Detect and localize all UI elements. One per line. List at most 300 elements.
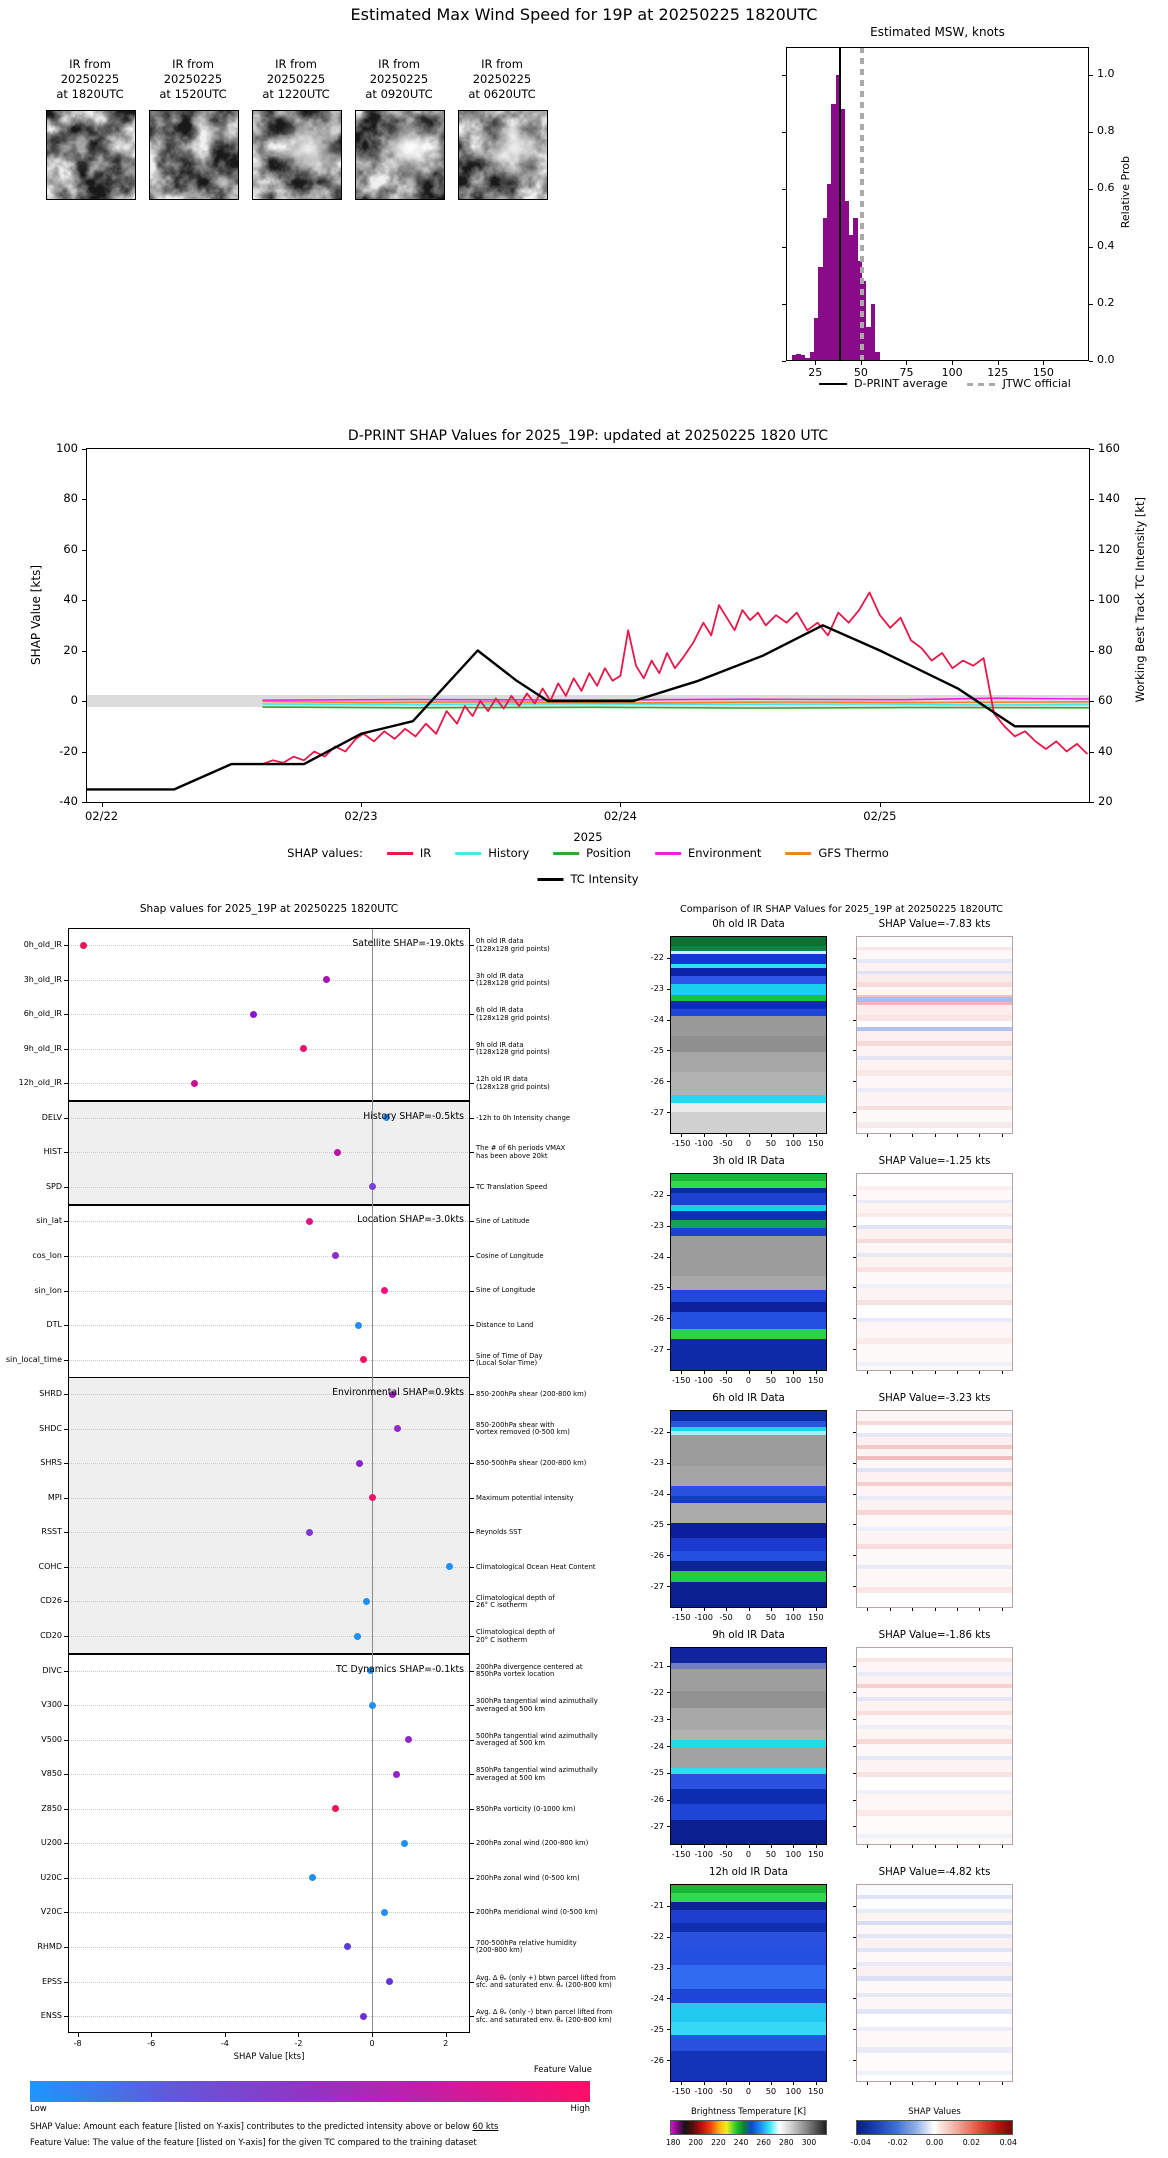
panel-y-tick-label: -26 — [650, 2054, 664, 2065]
line-swatch — [655, 852, 681, 855]
feature-label: EPSS — [41, 1976, 62, 1986]
feature-description: 200hPa zonal wind (200-800 km) — [476, 1839, 589, 1848]
panel-y-tick-label: -22 — [650, 1931, 664, 1942]
feature-description: 200hPa zonal wind (0-500 km) — [476, 1873, 580, 1882]
ts-y-tick-left — [82, 802, 86, 803]
panel-x-tick-label: -100 — [694, 1375, 713, 1385]
feature-description: Sine of Time of Day — [476, 1351, 543, 1360]
panel-y-tick — [667, 1524, 670, 1525]
heatmap-stripe — [671, 1561, 826, 1571]
heatmap-stripe — [857, 1411, 1012, 1421]
shap-value-heatmap — [856, 1647, 1013, 1845]
heatmap-stripe — [671, 1571, 826, 1582]
panel-x-tick — [681, 1608, 682, 1611]
ir-thumbnail-caption: 20250225 — [163, 72, 223, 86]
shap-colorbar-tick-label: -0.04 — [850, 2138, 871, 2147]
ts-y-tick-label-left: 80 — [63, 491, 78, 505]
ts-x-tick-label: 02/23 — [344, 809, 378, 823]
panel-x-tick2 — [912, 1845, 913, 1848]
ts-x-tick — [620, 803, 621, 807]
feature-description: Reynolds SST — [476, 1528, 522, 1537]
feature-label: SHRS — [40, 1458, 62, 1468]
panel-y-tick2 — [853, 1524, 856, 1525]
heatmap-stripe — [857, 1449, 1012, 1457]
histogram-x-tick-label: 50 — [853, 366, 868, 379]
panel-y-tick2 — [853, 1287, 856, 1288]
dotplot-title: Shap values for 2025_19P at 20250225 1820UTC — [139, 903, 399, 915]
heatmap-stripe — [857, 1997, 1012, 2009]
panel-y-tick-label: -24 — [650, 1992, 664, 2003]
panel-x-tick2 — [867, 1845, 868, 1848]
panel-y-tick-label: -25 — [650, 1518, 664, 1529]
ts-y-tick-right — [1090, 651, 1094, 652]
feature-label: V850 — [41, 1769, 62, 1779]
dotted-line-swatch — [968, 383, 996, 387]
panel-y-tick — [667, 1826, 670, 1827]
panel-x-tick2 — [979, 1134, 980, 1137]
heatmap-stripe — [671, 1095, 826, 1103]
legend-item — [387, 847, 431, 860]
heatmap-stripe — [671, 1885, 826, 1893]
ts-y-tick-right — [1090, 449, 1094, 450]
histogram-y-tick2 — [782, 361, 786, 362]
heatmap-stripe — [857, 1110, 1012, 1122]
heatmap-stripe — [857, 1305, 1012, 1319]
feature-tick-right — [470, 1705, 474, 1706]
heatmap-stripe — [857, 1688, 1012, 1698]
heatmap-stripe — [857, 1288, 1012, 1300]
panel-y-tick2 — [853, 1050, 856, 1051]
panel-x-tick — [816, 1608, 817, 1611]
legend-item — [455, 847, 529, 860]
heatmap-stripe — [857, 1648, 1012, 1658]
heatmap-stripe — [857, 963, 1012, 971]
legend-label: Environment — [687, 846, 762, 860]
panel-x-tick2 — [957, 1371, 958, 1374]
panel-x-tick — [704, 2082, 705, 2085]
heatmap-stripe — [671, 1523, 826, 1538]
heatmap-stripe — [857, 1593, 1012, 1608]
ir-panel-title: 9h old IR Data — [712, 1630, 785, 1641]
heatmap-stripe — [857, 1437, 1012, 1445]
section-shap-label: Location SHAP=-3.0kts — [357, 1214, 464, 1226]
histogram-y-axis-label: Relative Prob — [1119, 156, 1132, 229]
ir-thumbnail-caption: at 1820UTC — [56, 87, 124, 101]
heatmap-stripe — [857, 1952, 1012, 1962]
feature-tick-right — [470, 980, 474, 981]
ts-y-tick-label-right: 60 — [1098, 693, 1113, 707]
panel-y-tick — [667, 1287, 670, 1288]
panel-x-tick-label: 50 — [765, 1138, 777, 1148]
ts-y-tick-label-left: 40 — [63, 592, 78, 606]
feature-label: SHDC — [39, 1423, 62, 1433]
panel-y-tick — [667, 1257, 670, 1258]
feature-description: 12h old IR data — [476, 1075, 528, 1084]
panel-x-tick-label: 150 — [807, 2086, 824, 2096]
heatmap-stripe — [671, 1503, 826, 1523]
shap-value-heatmap — [856, 1173, 1013, 1371]
heatmap-stripe — [857, 1229, 1012, 1239]
heatmap-stripe — [857, 1190, 1012, 1200]
panel-x-tick — [726, 1371, 727, 1374]
heatmap-stripe — [671, 1228, 826, 1236]
ir-thumbnail-caption: IR from — [378, 57, 420, 71]
heatmap-stripe — [671, 1965, 826, 1989]
panel-y-tick — [667, 1586, 670, 1587]
panel-x-tick2 — [1002, 2082, 1003, 2085]
feature-description: averaged at 500 km — [476, 1773, 545, 1782]
legend-item — [785, 847, 888, 860]
feature-description: TC Translation Speed — [476, 1182, 548, 1191]
legend-item — [819, 378, 947, 391]
feature-label: CD20 — [40, 1631, 62, 1640]
panel-x-tick2 — [912, 1134, 913, 1137]
panel-x-tick — [681, 1845, 682, 1848]
heatmap-stripe — [671, 1910, 826, 1923]
ts-y-tick-left — [82, 600, 86, 601]
panel-y-tick — [667, 1081, 670, 1082]
panel-y-tick2 — [853, 1826, 856, 1827]
panel-y-tick-label: -26 — [650, 1549, 664, 1560]
panel-y-tick2 — [853, 958, 856, 959]
heatmap-stripe — [671, 1774, 826, 1789]
ts-y-tick-label-left: -40 — [59, 794, 78, 808]
panel-y-tick-label: -27 — [650, 1580, 664, 1591]
panel-y-tick — [667, 1998, 670, 1999]
panel-y-tick-label: -24 — [650, 1251, 664, 1262]
feature-description: (128x128 grid points) — [476, 1013, 550, 1022]
panel-y-tick-label: -23 — [650, 1713, 664, 1724]
feature-tick-right — [470, 1878, 474, 1879]
feature-description: Cosine of Longitude — [476, 1251, 544, 1260]
panel-x-tick-label: -50 — [719, 1375, 733, 1385]
panel-x-tick-label: -150 — [671, 1375, 691, 1385]
panel-y-tick2 — [853, 2029, 856, 2030]
heatmap-stripe — [857, 2075, 1012, 2082]
line-swatch — [785, 852, 811, 855]
heatmap-stripe — [671, 2022, 826, 2036]
feature-label: MPI — [47, 1492, 62, 1502]
heatmap-stripe — [671, 1072, 826, 1096]
ts-y-tick-right — [1090, 701, 1094, 702]
shap-value-heatmap — [856, 1410, 1013, 1608]
dotplot-x-tick-label: -4 — [220, 2039, 229, 2048]
feature-description: 500hPa tangential wind azimuthally — [476, 1731, 598, 1740]
heatmap-stripe — [671, 2035, 826, 2051]
feature-description: 850-200hPa shear with — [476, 1420, 555, 1429]
feature-description: 300hPa tangential wind azimuthally — [476, 1697, 598, 1706]
panel-x-tick — [771, 2082, 772, 2085]
feature-description: 3h old IR data — [476, 971, 524, 980]
panel-y-tick-label: -24 — [650, 1014, 664, 1025]
panel-x-tick2 — [890, 1371, 891, 1374]
feature-label: U20C — [40, 1872, 62, 1882]
heatmap-stripe — [857, 1925, 1012, 1935]
heatmap-stripe — [671, 1435, 826, 1467]
heatmap-stripe — [671, 1820, 826, 1845]
panel-x-tick2 — [979, 1608, 980, 1611]
panel-y-tick2 — [853, 1195, 856, 1196]
histogram-y-tick-label: 0.2 — [1097, 295, 1115, 309]
panel-y-tick2 — [853, 1349, 856, 1350]
panel-x-tick — [681, 1371, 682, 1374]
ts-y-tick-left — [82, 499, 86, 500]
panel-y-tick — [667, 1112, 670, 1113]
feature-label: V20C — [40, 1907, 62, 1917]
feature-label: CD26 — [40, 1596, 62, 1606]
heatmap-stripe — [671, 937, 826, 946]
panel-y-tick2 — [853, 1666, 856, 1667]
panel-y-tick-label: -23 — [650, 1457, 664, 1468]
histogram-y-tick — [1089, 132, 1093, 133]
feature-tick-right — [470, 1429, 474, 1430]
panel-y-tick — [667, 1773, 670, 1774]
panel-x-tick-label: -50 — [719, 1138, 733, 1148]
feature-tick-right — [470, 1532, 474, 1533]
panel-x-tick2 — [1002, 1371, 1003, 1374]
heatmap-stripe — [671, 2003, 826, 2022]
panel-y-tick — [667, 2060, 670, 2061]
feature-description: 200hPa divergence centered at — [476, 1662, 583, 1671]
feature-description: 850-500hPa shear (200-800 km) — [476, 1459, 587, 1468]
feature-description: (128x128 grid points) — [476, 944, 550, 953]
heatmap-stripe — [857, 1322, 1012, 1338]
ts-y-tick-label-right: 40 — [1098, 743, 1113, 758]
panel-y-tick2 — [853, 1555, 856, 1556]
ts-y-tick-left — [82, 701, 86, 702]
panel-x-tick2 — [890, 1608, 891, 1611]
feature-label: DTL — [46, 1320, 62, 1330]
panel-x-tick — [816, 1371, 817, 1374]
panel-x-tick-label: 100 — [785, 1138, 802, 1148]
ir-thumbnail-caption: 20250225 — [369, 72, 429, 86]
shap-colorbar-tick-label: 0.02 — [962, 2138, 981, 2147]
panel-y-tick2 — [853, 1463, 856, 1464]
panel-y-tick-label: -24 — [650, 1488, 664, 1499]
ir-satellite-image — [458, 110, 548, 200]
ir-thumbnail-caption: at 0620UTC — [468, 87, 536, 101]
heatmap-stripe — [857, 1913, 1012, 1921]
feature-label: U200 — [40, 1838, 62, 1848]
panel-x-tick2 — [890, 1845, 891, 1848]
ir-data-heatmap — [670, 936, 827, 1134]
panel-x-tick-label: 100 — [785, 2086, 802, 2096]
feature-description: Maximum potential intensity — [476, 1493, 574, 1502]
ts-y-axis-label-left: SHAP Value [kts] — [29, 565, 43, 665]
panel-x-tick — [726, 1845, 727, 1848]
panel-y-tick — [667, 1906, 670, 1907]
bt-colorbar-title: Brightness Temperature [K] — [690, 2106, 807, 2116]
heatmap-stripe — [671, 1730, 826, 1740]
feature-description: averaged at 500 km — [476, 1704, 545, 1713]
panel-y-tick-label: -23 — [650, 1962, 664, 1973]
feature-tick-right — [470, 1152, 474, 1153]
ts-y-tick-label-right: 120 — [1098, 541, 1120, 556]
feature-description: vortex removed (0-500 km) — [476, 1428, 570, 1437]
panel-x-tick2 — [979, 1845, 980, 1848]
ts-y-tick-label-right: 140 — [1098, 491, 1120, 505]
dotplot-border — [68, 928, 470, 2033]
panel-x-tick — [793, 1608, 794, 1611]
panel-y-tick-label: -23 — [650, 1220, 664, 1231]
feature-label: 9h_old_IR — [23, 1043, 62, 1053]
heatmap-stripe — [671, 1486, 826, 1496]
feature-tick-right — [470, 1774, 474, 1775]
ir-satellite-image — [252, 110, 342, 200]
heatmap-stripe — [857, 1760, 1012, 1772]
panel-y-tick — [667, 1226, 670, 1227]
feature-label: Z850 — [41, 1803, 62, 1813]
heatmap-stripe — [671, 968, 826, 976]
panel-x-tick2 — [1002, 1608, 1003, 1611]
histogram-plot-border — [786, 47, 1089, 361]
heatmap-stripe — [671, 1945, 826, 1965]
dotplot-x-tick — [225, 2033, 226, 2037]
feature-description: 850hPa vorticity (0-1000 km) — [476, 1804, 576, 1813]
panel-x-tick-label: 0 — [745, 1138, 752, 1148]
feature-tick-right — [470, 1809, 474, 1810]
panel-x-tick — [726, 1608, 727, 1611]
heatmap-stripe — [857, 1092, 1012, 1106]
feature-description: 700-500hPa relative humidity — [476, 1939, 577, 1948]
panel-y-tick-label: -24 — [650, 1740, 664, 1751]
dotplot-x-tick — [298, 2033, 299, 2037]
histogram-y-tick — [1089, 361, 1093, 362]
heatmap-stripe — [857, 2014, 1012, 2028]
panel-x-tick-label: 50 — [765, 1375, 777, 1385]
feature-tick-right — [470, 1463, 474, 1464]
shap-value-heatmap — [856, 1884, 1013, 2082]
panel-y-tick2 — [853, 1586, 856, 1587]
feature-label: 3h_old_IR — [23, 974, 62, 984]
legend-label: History — [488, 846, 530, 860]
panel-y-tick2 — [853, 989, 856, 990]
panel-x-tick2 — [912, 2082, 913, 2085]
heatmap-stripe — [857, 1701, 1012, 1711]
feature-description: has been above 20kt — [476, 1151, 548, 1160]
ts-legend-row1 — [287, 847, 889, 860]
shap-colorbar-tick-label: 0.04 — [999, 2138, 1017, 2147]
heatmap-stripe — [671, 1708, 826, 1730]
panel-x-tick-label: -100 — [694, 1849, 713, 1859]
bt-colorbar-tick-label: 280 — [779, 2138, 794, 2147]
panel-y-tick — [667, 989, 670, 990]
ir-thumbnail-caption: 20250225 — [60, 72, 120, 86]
feature-description: 20° C isotherm — [476, 1635, 528, 1644]
panel-y-tick2 — [853, 1226, 856, 1227]
heatmap-stripe — [671, 1747, 826, 1768]
ts-legend-row2 — [537, 873, 638, 886]
dotplot-x-axis-label: SHAP Value [kts] — [233, 2052, 305, 2062]
heatmap-stripe — [671, 1193, 826, 1205]
shap-value-heatmap — [856, 936, 1013, 1134]
bt-colorbar-tick-label: 200 — [688, 2138, 704, 2147]
heatmap-stripe — [857, 1838, 1012, 1845]
comparison-title: Comparison of IR SHAP Values for 2025_19P at 20250225 1820UTC — [680, 904, 1003, 915]
feature-description: Distance to Land — [476, 1320, 534, 1329]
dotplot-footnote: SHAP Value: Amount each feature [listed on Y-axis] contributes to the predicted intensity above or below 60 kts — [30, 2121, 499, 2131]
heatmap-stripe — [671, 1804, 826, 1820]
feature-tick-right — [470, 1843, 474, 1844]
panel-y-tick2 — [853, 1494, 856, 1495]
feature-tick-right — [470, 1325, 474, 1326]
panel-x-tick2 — [867, 2082, 868, 2085]
panel-x-tick — [749, 2082, 750, 2085]
heatmap-stripe — [671, 1103, 826, 1112]
panel-x-tick — [793, 2082, 794, 2085]
ir-data-heatmap — [670, 1884, 827, 2082]
feature-description: 0h old IR data — [476, 937, 524, 946]
panel-y-tick — [667, 1494, 670, 1495]
ir-satellite-image — [355, 110, 445, 200]
histogram-y-tick — [1089, 247, 1093, 248]
panel-y-tick — [667, 1800, 670, 1801]
panel-x-tick-label: 0 — [745, 1375, 752, 1385]
histogram-x-tick-label: 125 — [987, 366, 1009, 379]
panel-x-tick — [771, 1608, 772, 1611]
ir-thumbnail-caption: at 0920UTC — [365, 87, 433, 101]
legend-label: JTWC official — [1002, 377, 1071, 390]
panel-x-tick — [704, 1845, 705, 1848]
panel-x-tick — [749, 1134, 750, 1137]
feature-description: -12h to 0h Intensity change — [476, 1113, 571, 1122]
dotplot-x-tick — [372, 2033, 373, 2037]
ir-thumbnail-caption: IR from — [275, 57, 317, 71]
legend-label: D-PRINT average — [854, 377, 948, 390]
panel-x-tick-label: 100 — [785, 1375, 802, 1385]
shap-panel-title: SHAP Value=-7.83 kts — [878, 919, 991, 930]
feature-tick-right — [470, 1912, 474, 1913]
panel-y-tick2 — [853, 1937, 856, 1938]
feature-tick-right — [470, 1636, 474, 1637]
feature-label: sin_lat — [36, 1216, 62, 1226]
heatmap-stripe — [857, 1715, 1012, 1725]
histogram-y-tick-label: 1.0 — [1097, 67, 1115, 80]
histogram-y-tick-label: 0.4 — [1097, 238, 1115, 252]
histogram-y-tick2 — [782, 304, 786, 305]
panel-y-tick2 — [853, 1432, 856, 1433]
panel-x-tick-label: -50 — [719, 2086, 733, 2096]
histogram-y-tick — [1089, 75, 1093, 76]
heatmap-stripe — [857, 974, 1012, 982]
panel-x-tick — [681, 1134, 682, 1137]
feature-label: DIVC — [42, 1665, 62, 1675]
heatmap-stripe — [857, 2031, 1012, 2047]
feature-label: RSST — [41, 1527, 62, 1537]
panel-x-tick2 — [935, 1134, 936, 1137]
panel-x-tick2 — [979, 2082, 980, 2085]
heatmap-stripe — [857, 1549, 1012, 1565]
feature-label: 6h_old_IR — [23, 1009, 62, 1019]
panel-y-tick2 — [853, 1906, 856, 1907]
shap-panel-title: SHAP Value=-1.25 kts — [878, 1156, 991, 1167]
panel-y-tick — [667, 958, 670, 959]
panel-y-tick — [667, 1555, 670, 1556]
dotplot-x-tick — [151, 2033, 152, 2037]
histogram-y-tick2 — [782, 247, 786, 248]
panel-y-tick — [667, 1020, 670, 1021]
feature-label: 0h_old_IR — [23, 940, 62, 949]
ir-panel-title: 0h old IR Data — [712, 919, 785, 930]
feature-label: sin_lon — [34, 1285, 62, 1295]
dotplot-x-tick-label: -8 — [73, 2039, 82, 2048]
panel-x-tick — [816, 2082, 817, 2085]
heatmap-stripe — [857, 1344, 1012, 1362]
ts-y-tick-label-right: 80 — [1098, 642, 1113, 657]
panel-y-tick2 — [853, 1692, 856, 1693]
panel-y-tick-label: -26 — [650, 1075, 664, 1086]
ts-y-tick-right — [1090, 802, 1094, 803]
